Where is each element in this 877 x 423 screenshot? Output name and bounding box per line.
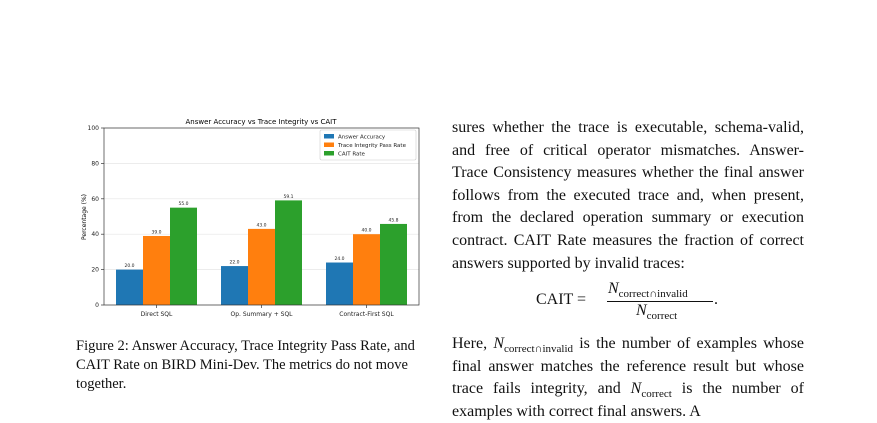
legend-label: Answer Accuracy bbox=[338, 134, 386, 141]
bar-value-label: 43.0 bbox=[256, 223, 267, 229]
y-axis-label: Percentage (%) bbox=[81, 193, 88, 241]
bar-value-label: 24.0 bbox=[334, 257, 345, 263]
para2-text-a: Here, bbox=[452, 335, 488, 352]
bar-value-label: 20.0 bbox=[124, 264, 135, 270]
legend-label: Trace Integrity Pass Rate bbox=[338, 142, 406, 149]
x-tick-label: Contract-First SQL bbox=[339, 311, 394, 318]
bar-value-label: 22.0 bbox=[229, 260, 240, 266]
numerator-sub: correct∩invalid bbox=[618, 288, 688, 301]
bar-value-label: 55.0 bbox=[178, 202, 189, 208]
equation-numerator bbox=[608, 280, 688, 301]
para2-sub2: correct bbox=[641, 388, 672, 401]
numerator-var: N bbox=[608, 280, 619, 297]
bar bbox=[326, 263, 353, 305]
legend-swatch bbox=[324, 151, 334, 156]
bar bbox=[380, 224, 407, 305]
paragraph-text: sures whether the trace is executable, schema-valid, and free of critical operator mismatches. Answer-Trace Consistency measures whether the final answer follows from the executed trace and, when present, from the declared operation summary or execution contract. CAIT Rate measures the fraction of correct answers supported by invalid traces: bbox=[452, 119, 804, 272]
para2-sub1: correct∩invalid bbox=[503, 343, 574, 356]
figure-caption: Figure 2: Answer Accuracy, Trace Integrity Pass Rate, and CAIT Rate on BIRD Mini-Dev. The metrics do not move together. bbox=[76, 338, 415, 392]
para2-text-c: is the number of examples with correct final answers. A bbox=[452, 380, 805, 420]
bar bbox=[170, 208, 197, 305]
bar-value-label: 45.8 bbox=[388, 218, 399, 224]
bar bbox=[116, 270, 143, 305]
denominator-sub: correct bbox=[646, 310, 678, 323]
y-tick-label: 60 bbox=[91, 195, 99, 203]
bar-value-label: 59.1 bbox=[283, 194, 294, 200]
body-paragraph-2 bbox=[452, 333, 804, 423]
para2-var2: N bbox=[630, 380, 642, 398]
y-tick-label: 20 bbox=[91, 266, 99, 274]
legend-label: CAIT Rate bbox=[338, 151, 365, 158]
y-tick-label: 100 bbox=[87, 125, 99, 132]
chart-bars bbox=[116, 194, 407, 305]
bar bbox=[275, 200, 302, 305]
cait-equation bbox=[452, 280, 804, 326]
equation-lhs: CAIT = bbox=[536, 291, 587, 308]
legend-swatch bbox=[324, 143, 334, 148]
legend-swatch bbox=[324, 134, 334, 139]
body-paragraph-1 bbox=[452, 117, 804, 275]
equation-period: . bbox=[714, 291, 718, 308]
y-tick-label: 0 bbox=[95, 302, 99, 309]
para2-text-b: is the number of examples whose final answer matches the reference result but whose trace fails integrity, and bbox=[452, 335, 805, 398]
chart-title: Answer Accuracy vs Trace Integrity vs CAIT bbox=[185, 118, 337, 126]
x-tick-label: Op. Summary + SQL bbox=[230, 311, 293, 318]
x-tick-label: Direct SQL bbox=[140, 311, 173, 318]
bar-value-label: 39.0 bbox=[151, 230, 162, 236]
denominator-var: N bbox=[636, 302, 647, 319]
bar bbox=[143, 236, 170, 305]
equation-denominator bbox=[636, 302, 678, 323]
chart-legend bbox=[320, 130, 416, 160]
y-tick-label: 40 bbox=[91, 231, 99, 239]
bar bbox=[248, 229, 275, 305]
bar-value-label: 40.0 bbox=[361, 228, 372, 234]
y-tick-label: 80 bbox=[91, 160, 99, 168]
para2-var1: N bbox=[493, 335, 504, 352]
bar bbox=[221, 266, 248, 305]
bar bbox=[353, 234, 380, 305]
